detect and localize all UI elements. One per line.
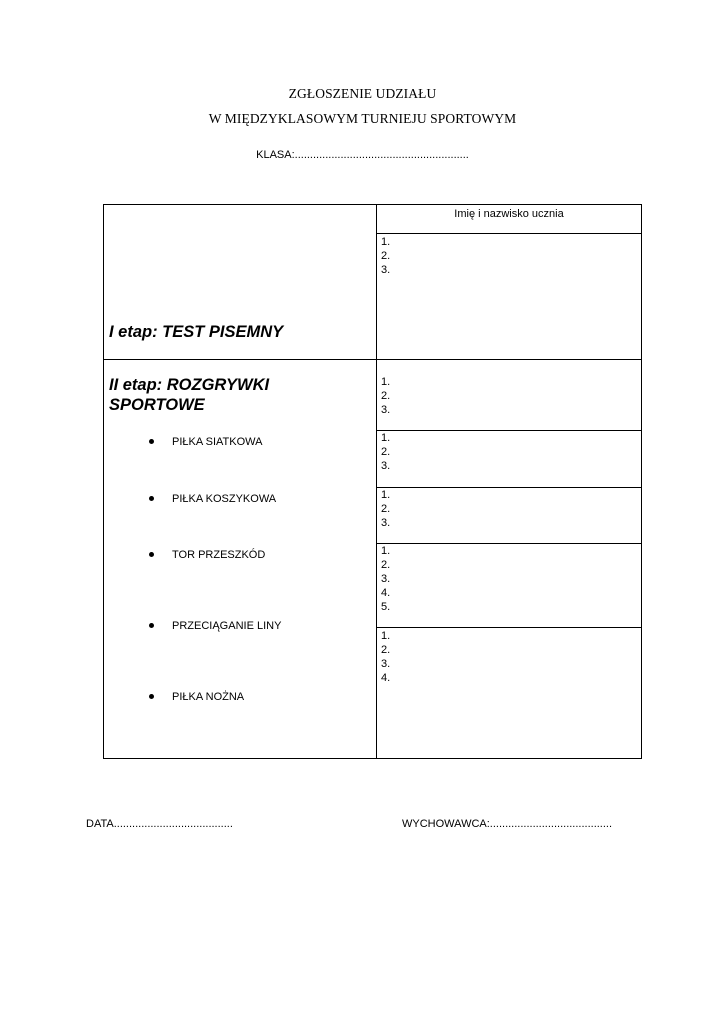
stage2-intro-number-list [381,375,390,417]
table-divider [377,627,641,628]
table-divider [377,487,641,488]
list-item: 1. [381,432,391,444]
document-title-line1: ZGŁOSZENIE UDZIAŁU [288,86,437,101]
document-title-line2: W MIĘDZYKLASOWYM TURNIEJU SPORTOWYM [208,111,517,126]
discipline-label: PIŁKA KOSZYKOWA [172,493,277,505]
list-item: 3. [381,460,391,472]
list-item: 2. [381,559,391,571]
discipline-item-siatkowa [149,435,262,449]
discipline-item-pilka-nozna [149,690,244,704]
table-divider [377,233,641,234]
list-item: 2. [381,644,391,656]
list-item: 3. [381,264,391,276]
tor-przeszkod-number-list [381,544,390,614]
list-item: 3. [381,573,391,585]
koszykowa-number-list [381,488,390,530]
list-item: 4. [381,672,391,684]
registration-table [103,204,642,759]
list-item: 5. [381,601,391,613]
list-item: 3. [381,517,391,529]
klasa-field: KLASA:......................................................... [256,149,469,161]
bullet-icon [149,694,154,699]
table-divider [104,359,641,360]
stage1-title: I etap: TEST PISEMNY [109,323,284,341]
list-item: 3. [381,404,391,416]
bullet-icon [149,623,154,628]
bullet-icon [149,552,154,557]
list-item: 4. [381,587,391,599]
list-item: 1. [381,630,391,642]
list-item: 1. [381,489,391,501]
stage2-title: II etap: ROZGRYWKI SPORTOWE [109,376,270,414]
list-item: 1. [381,376,391,388]
table-column-divider [376,205,377,758]
form-teacher-field: WYCHOWAWCA:........................................ [402,818,613,830]
column-header-student-name: Imię i nazwisko ucznia [454,208,564,220]
discipline-label: TOR PRZESZKÓD [172,549,266,561]
discipline-label: PIŁKA NOŻNA [172,691,245,703]
date-field: DATA....................................... [86,818,233,830]
list-item: 1. [381,236,391,248]
discipline-item-tor-przeszkod [149,548,265,562]
discipline-label: PIŁKA SIATKOWA [172,436,263,448]
bullet-icon [149,439,154,444]
stage1-number-list [381,235,390,277]
discipline-item-koszykowa [149,492,276,506]
list-item: 2. [381,390,391,402]
list-item: 3. [381,658,391,670]
discipline-label: PRZECIĄGANIE LINY [172,620,282,632]
przeciaganie-number-list [381,629,390,685]
bullet-icon [149,496,154,501]
list-item: 2. [381,250,391,262]
list-item: 1. [381,545,391,557]
siatkowa-number-list [381,431,390,473]
list-item: 2. [381,503,391,515]
table-divider [377,543,641,544]
list-item: 2. [381,446,391,458]
table-divider [377,430,641,431]
discipline-item-przeciaganie-liny [149,619,281,633]
